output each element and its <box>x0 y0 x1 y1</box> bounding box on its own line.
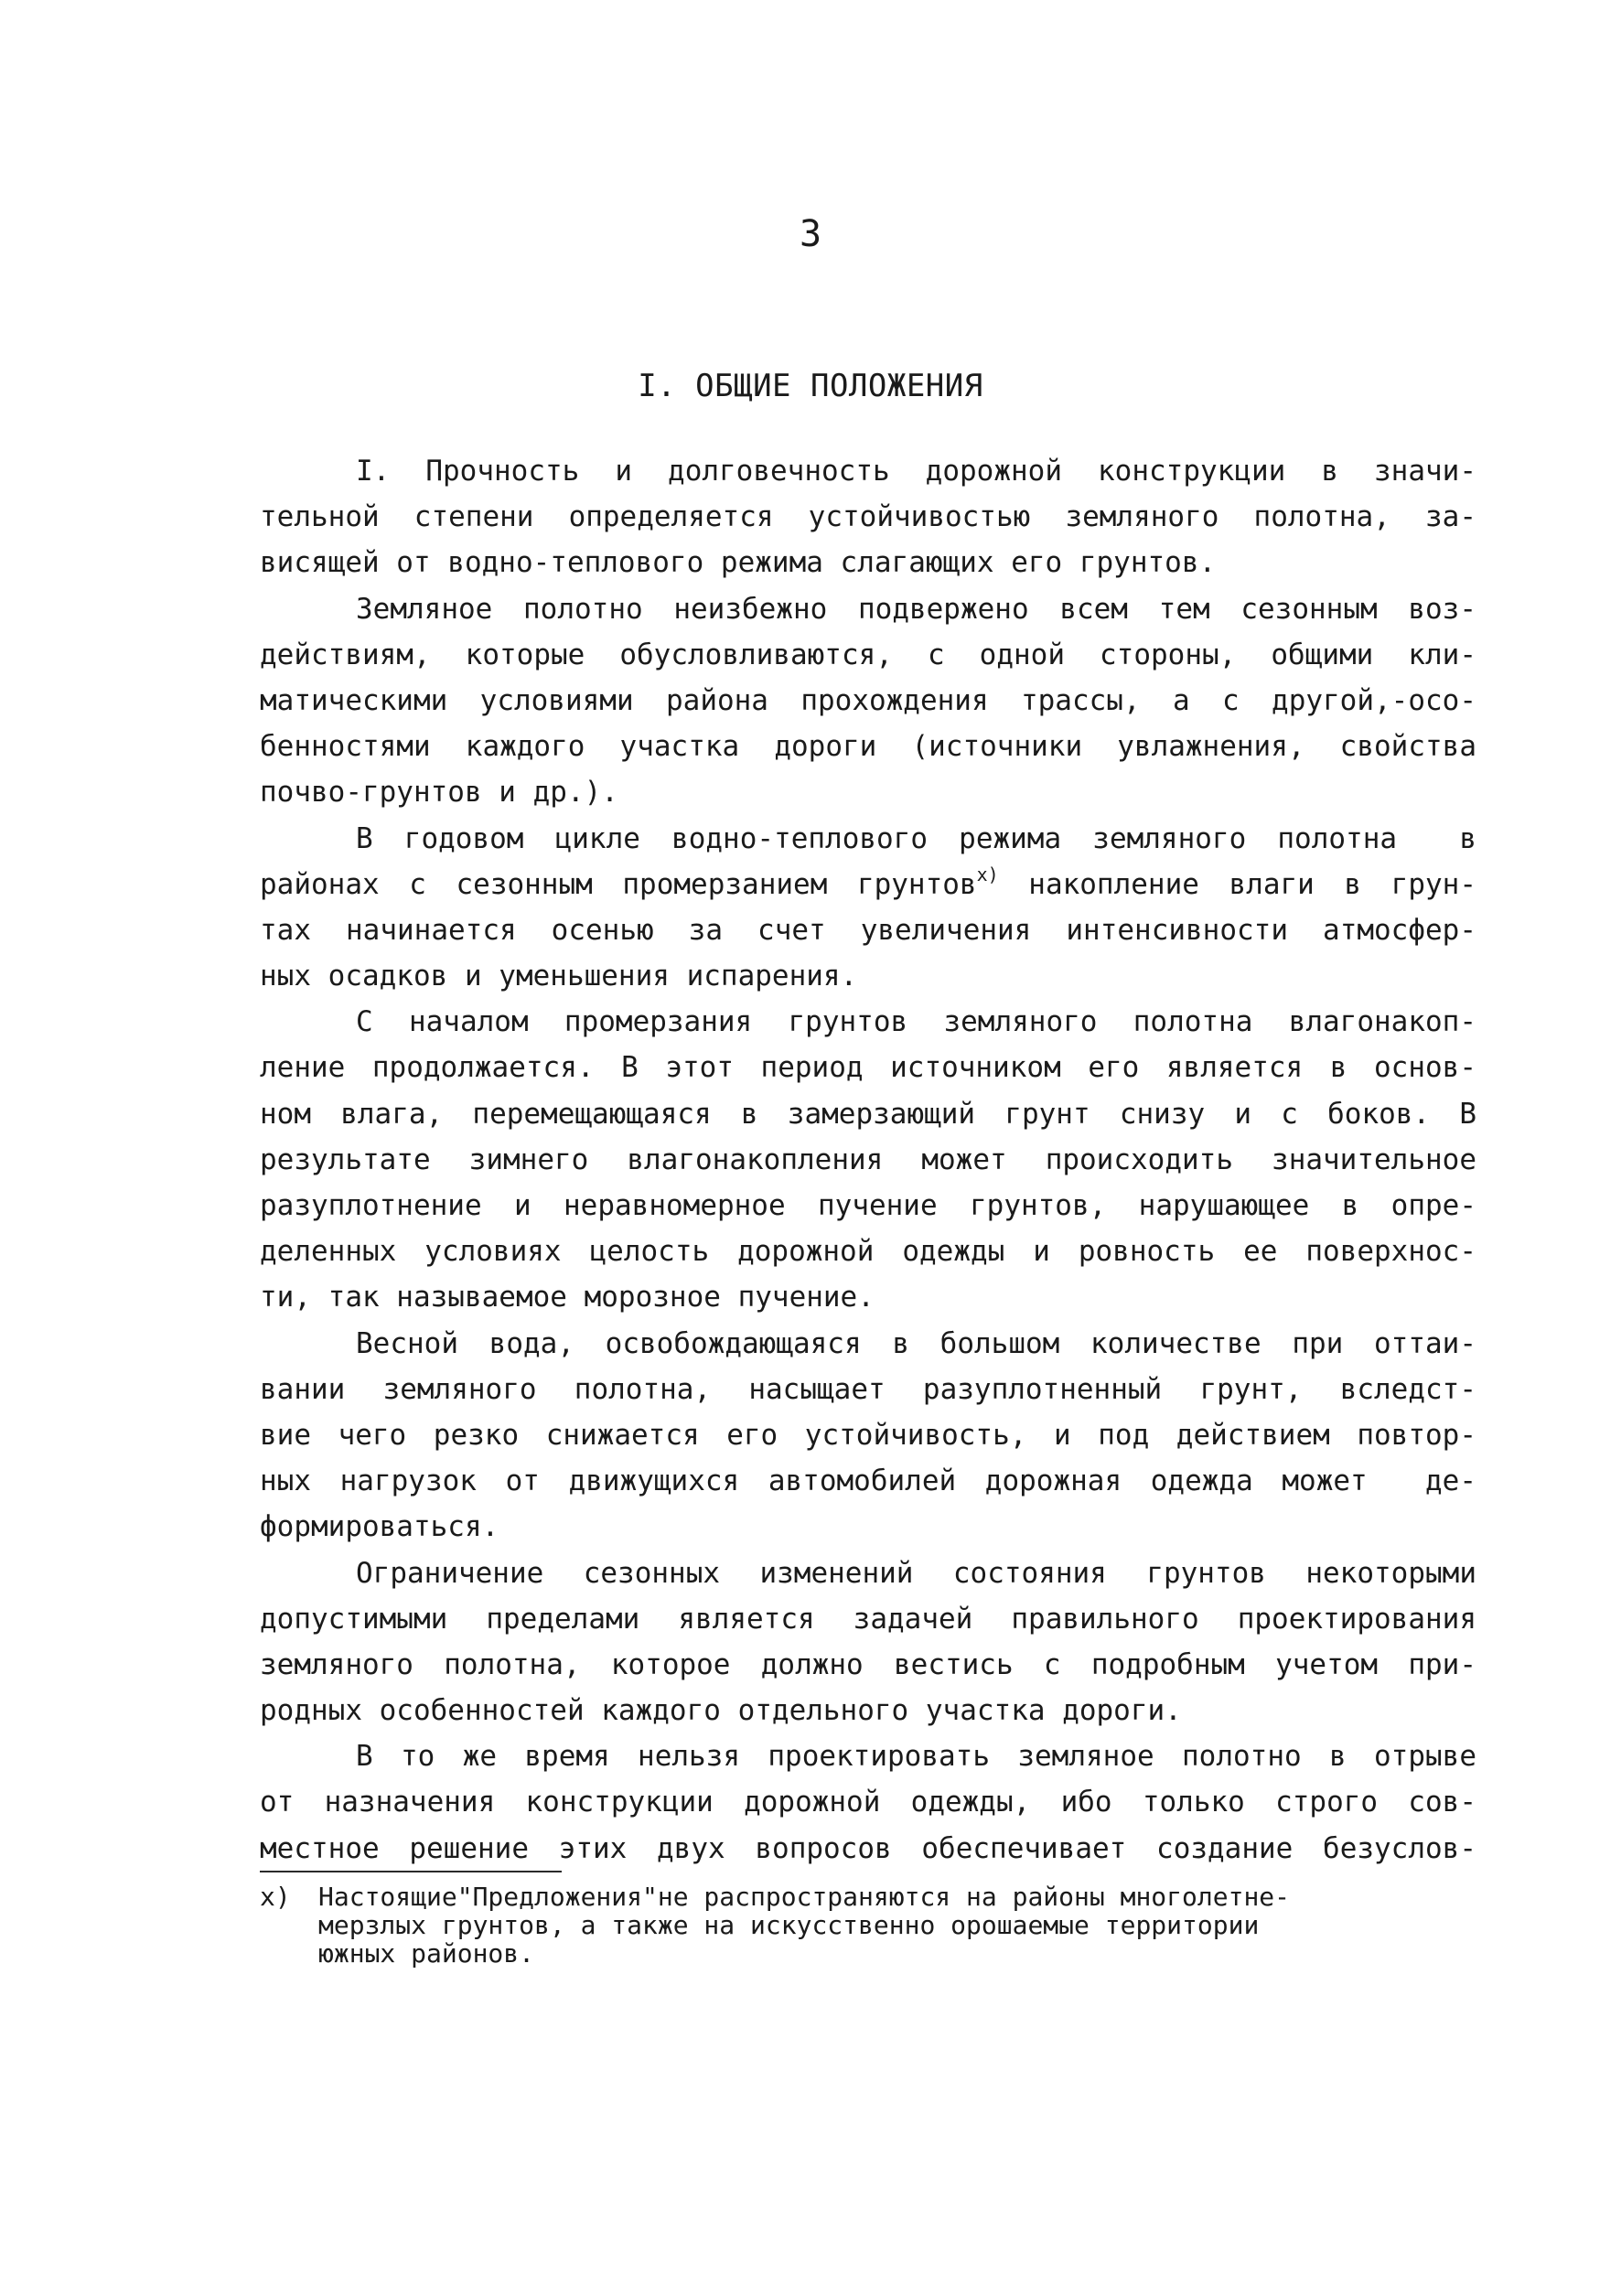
text-line: бенностями каждого участка дороги (источники увлажнения, свойства <box>260 730 1476 764</box>
footnote-text: Настоящие"Предложения"не распространяются на районы многолетне- <box>318 1882 1291 1912</box>
text-line-with-footnote-ref <box>260 862 1476 907</box>
footnote-line: южных районов. <box>318 1938 535 1969</box>
section-title: I. ОБЩИЕ ПОЛОЖЕНИЯ <box>638 368 983 404</box>
text-line: ление продолжается. В этот период источником его является в основ- <box>260 1051 1476 1085</box>
text-line: I. Прочность и долговечность дорожной конструкции в значи- <box>356 455 1476 488</box>
text-line: В годовом цикле водно-теплового режима земляного полотна в <box>356 821 1476 855</box>
text-line: Весной вода, освобождающаяся в большом количестве при оттаи- <box>356 1326 1476 1360</box>
text-line: В то же время нельзя проектировать земляное полотно в отрыве <box>356 1740 1476 1774</box>
text-line: разуплотнение и неравномерное пучение грунтов, нарушающее в опре- <box>260 1189 1476 1222</box>
footnote-line <box>260 1883 1476 1911</box>
text-line: деленных условиях целость дорожной одежды и ровность ее поверхнос- <box>260 1235 1476 1269</box>
body-text <box>260 448 1476 1872</box>
text-line: ном влага, перемещающаяся в замерзающий грунт снизу и с боков. В <box>260 1097 1476 1131</box>
text-fragment: районах с сезонным промерзанием грунтов <box>260 867 977 901</box>
footnote <box>260 1883 1476 1968</box>
text-line: ных осадков и уменьшения испарения. <box>260 960 858 993</box>
page-number: 3 <box>799 213 822 255</box>
text-line: действиям, которые обусловливаются, с одной стороны, общими кли- <box>260 638 1476 671</box>
text-line: результате зимнего влагонакопления может происходить значительное <box>260 1143 1476 1176</box>
text-line: Земляное полотно неизбежно подвержено всем тем сезонным воз- <box>356 592 1476 626</box>
text-line: висящей от водно-теплового режима слагающих его грунтов. <box>260 546 1217 580</box>
footnote-marker: x) <box>260 1882 291 1912</box>
text-line: тельной степени определяется устойчивостью земляного полотна, за- <box>260 500 1476 534</box>
text-line: вие чего резко снижается его устойчивость, и под действием повтор- <box>260 1418 1476 1452</box>
text-line: С началом промерзания грунтов земляного полотна влагонакоп- <box>356 1005 1476 1039</box>
text-line: местное решение этих двух вопросов обеспечивает создание безуслов- <box>260 1831 1476 1865</box>
text-fragment: накопление влаги в грун- <box>998 867 1476 901</box>
text-line: родных особенностей каждого отдельного участка дороги. <box>260 1694 1182 1728</box>
text-line: ти, так называемое морозное пучение. <box>260 1281 875 1314</box>
text-line: матическими условиями района прохождения трассы, а с другой,-осо- <box>260 683 1476 717</box>
text-line: ных нагрузок от движущихся автомобилей дорожная одежда может де- <box>260 1465 1476 1498</box>
footnote-line: мерзлых грунтов, а также на искусственно орошаемые территории <box>318 1910 1260 1940</box>
text-line: земляного полотна, которое должно вестись с подробным учетом при- <box>260 1647 1476 1681</box>
text-line: почво-грунтов и др.). <box>260 776 618 810</box>
text-line: формироваться. <box>260 1510 499 1544</box>
text-line: допустимыми пределами является задачей правильного проектирования <box>260 1602 1476 1636</box>
text-line: от назначения конструкции дорожной одежды, ибо только строго сов- <box>260 1786 1476 1819</box>
footnote-reference: x) <box>976 863 999 885</box>
text-line: вании земляного полотна, насыщает разуплотненный грунт, вследст- <box>260 1372 1476 1406</box>
footnote-divider <box>260 1871 562 1872</box>
text-line: Ограничение сезонных изменений состояния грунтов некоторыми <box>356 1556 1476 1590</box>
text-line: тах начинается осенью за счет увеличения интенсивности атмосфер- <box>260 913 1476 947</box>
